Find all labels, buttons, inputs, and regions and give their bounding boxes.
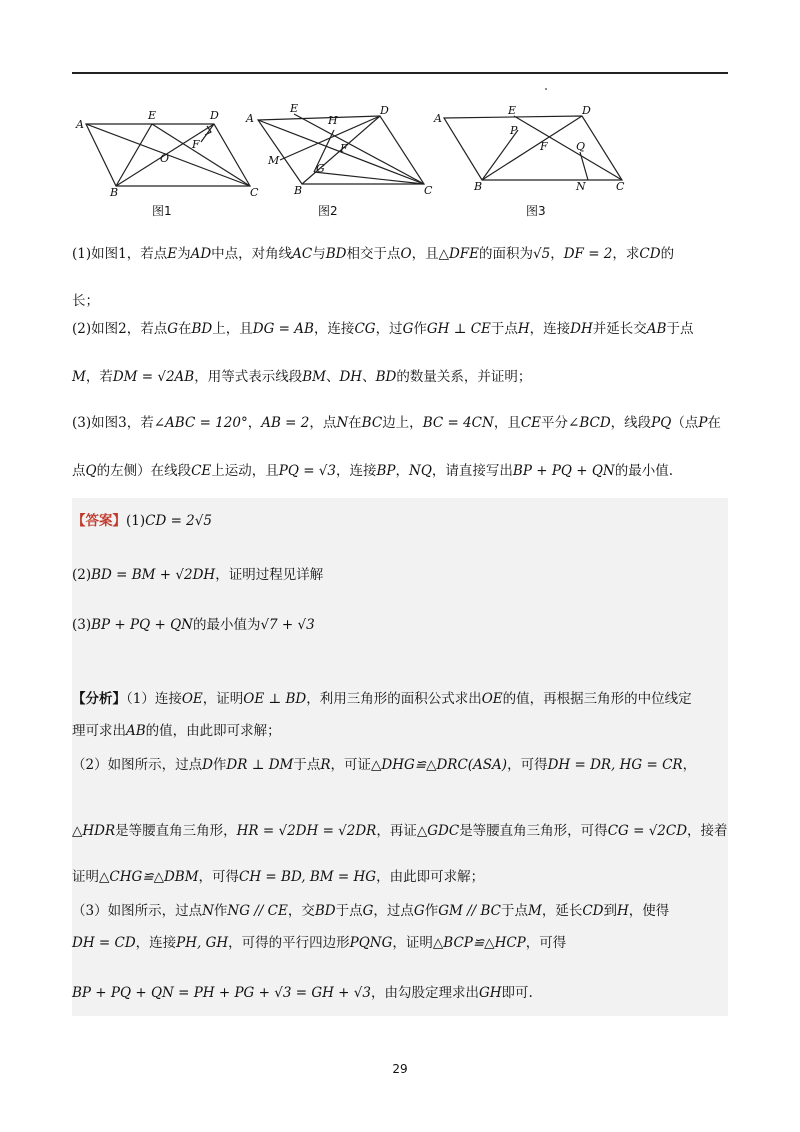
fig3-label-B: B [474,180,483,193]
fig2-label-H: H [328,114,338,127]
fig3-label-C: C [616,180,625,193]
fig3-label-F: F [540,140,548,153]
analysis-line-6: （3）如图所示，过点N作NG // CE，交BD于点G，过点G作GM // BC于点M，延长CD到H，使得 [72,903,670,919]
q3-line-1: (3)如图3，若∠ABC = 120°，AB = 2，点N在BC边上，BC = 4CN，且CE平分∠BCD，线段PQ（点P在 [72,415,721,431]
figure-2-diagram [244,100,440,196]
fig1-label-O: O [160,152,170,165]
answer-line-1: 【答案】(1)CD = 2√5 [72,513,212,529]
fig3-label-P: P [510,124,518,137]
fig2-label-G: G [316,162,325,175]
figure-1-caption: 图1 [152,204,172,218]
q2-line-2: M，若DM = √2AB，用等式表示线段BM、DH、BD的数量关系，并证明； [72,369,532,385]
fig3-label-Q: Q [576,140,586,153]
q1-line-2: 长； [72,293,99,309]
page-number: 29 [392,1062,408,1076]
q3-line-2: 点Q的左侧）在线段CE上运动，且PQ = √3，连接BP，NQ，请直接写出BP + PQ + QN的最小值. [72,463,674,479]
answer-line-3: (3)BP + PQ + QN的最小值为√7 + √3 [72,617,315,633]
fig1-label-B: B [110,186,119,196]
analysis-line-3: （2）如图所示，过点D作DR ⊥ DM于点R，可证△DHG≌△DRC(ASA)，可得DH = DR, HG = CR， [72,757,697,773]
figure-3-diagram [430,100,630,196]
fig3-label-D: D [582,104,591,117]
fig2-label-F: F [340,142,348,155]
answer-tag: 【答案】 [72,513,126,529]
header-rule [72,72,728,74]
figure-3-caption: 图3 [526,204,546,218]
analysis-line-7: DH = CD，连接PH, GH，可得的平行四边形PQNG，证明△BCP≌△HCP，可得 [72,935,567,951]
analysis-line-5: 证明△CHG≌△DBM，可得CH = BD, BM = HG，由此即可求解； [72,869,485,885]
fig2-label-M: M [268,154,280,167]
fig2-label-D: D [380,104,389,117]
analysis-line-1: 【分析】（1）连接OE，证明OE ⊥ BD，利用三角形的面积公式求出OE的值，再根据三角形的中位线定 [72,691,692,707]
fig1-label-E: E [148,109,157,122]
answer-line-2: (2)BD = BM + √2DH，证明过程见详解 [72,567,324,583]
fig1-label-F: F [192,138,200,151]
fig3-label-E: E [508,104,517,117]
analysis-line-2: 理可求出AB的值，由此即可求解； [72,723,281,739]
analysis-line-4: △HDR是等腰直角三角形，HR = √2DH = √2DR，再证△GDC是等腰直角三角形，可得CG = √2CD，接着 [72,823,728,839]
q2-line-1: (2)如图2，若点G在BD上，且DG = AB，连接CG，过G作GH ⊥ CE于点H，连接DH并延长交AB于点 [72,321,694,337]
fig3-label-A: A [434,112,442,125]
fig1-label-A: A [76,118,84,131]
fig2-label-B: B [294,184,303,196]
fig2-label-C: C [424,184,433,196]
figure-2-caption: 图2 [318,204,338,218]
fig3-label-N: N [576,180,586,193]
analysis-tag: 【分析】 [72,691,126,707]
fig2-label-E: E [290,102,299,115]
fig1-label-C: C [250,186,259,196]
figure-1-diagram [72,104,262,196]
stray-dot [545,88,547,90]
q1-line-1: (1)如图1，若点E为AD中点，对角线AC与BD相交于点O，且△DFE的面积为√5，DF = 2，求CD的 [72,246,675,262]
analysis-line-8: BP + PQ + QN = PH + PG + √3 = GH + √3，由勾股定理求出GH即可. [72,985,533,1001]
fig1-label-D: D [210,109,219,122]
fig2-label-A: A [246,112,254,125]
